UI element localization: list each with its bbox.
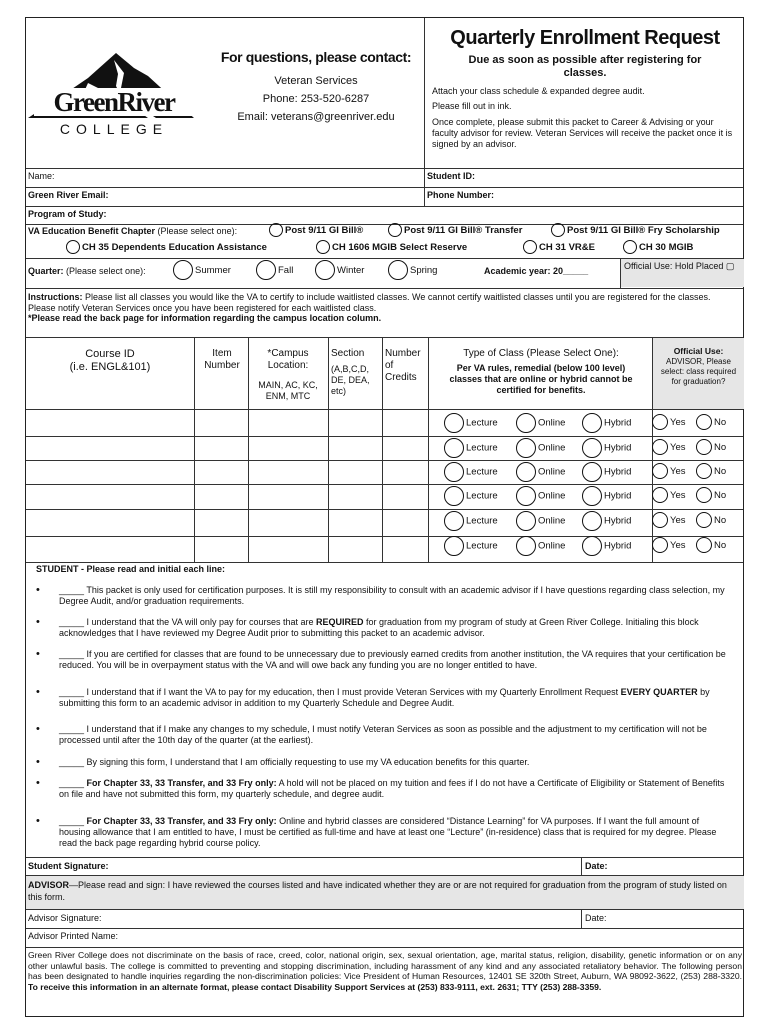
radio-icon xyxy=(696,537,712,553)
radio-icon xyxy=(516,413,536,433)
required-no-option[interactable]: No xyxy=(696,486,726,506)
contact-block xyxy=(206,48,426,126)
type-lecture-option[interactable]: Lecture xyxy=(444,536,498,557)
credits-cell[interactable] xyxy=(382,437,428,459)
radio-icon xyxy=(696,512,712,528)
item-number-cell[interactable] xyxy=(194,461,248,483)
type-hybrid-option[interactable]: Hybrid xyxy=(582,536,631,557)
bullet-icon: • xyxy=(36,723,40,735)
instructions: Instructions: Please list all classes you would like the VA to certify to include waitlisted classes. We cannot certify waitlisted classes until you are registered for the classes. Please notify Veteran Services once you have been registered for each waitlisted class. *Please read the back page for information regarding the campus location column. xyxy=(28,292,740,324)
quarter-option-summer[interactable]: Summer xyxy=(173,259,231,283)
title-block xyxy=(426,26,744,150)
item-number-cell[interactable] xyxy=(194,510,248,532)
radio-icon xyxy=(256,260,276,280)
radio-icon xyxy=(316,240,330,254)
email-field[interactable] xyxy=(28,190,109,201)
radio-icon xyxy=(444,413,464,433)
campus-cell[interactable] xyxy=(248,485,328,507)
radio-icon xyxy=(516,536,536,556)
contact-heading: For questions, please contact: xyxy=(220,49,412,65)
radio-icon xyxy=(582,486,602,506)
radio-icon xyxy=(444,536,464,556)
bullet-icon: • xyxy=(36,616,40,628)
benefit-option-ch1606[interactable]: CH 1606 MGIB Select Reserve xyxy=(316,239,467,257)
credits-cell[interactable] xyxy=(382,412,428,434)
type-lecture-option[interactable]: Lecture xyxy=(444,511,498,532)
type-online-option[interactable]: Online xyxy=(516,511,565,532)
nondiscrimination-footer: Green River College does not discriminate on the basis of race, creed, color, national origin, sex, sexual orientation, age, marital status, religion, disability, genetic information or on any other unlawful basis. The college is committed to preventing and stopping discrimination, including harassment of any kind and any associated retaliatory behavior. The following person has been designated to handle inquiries regarding the non-discrimination policies: Vice President of Human Resources, 12401 SE 320th Street, Auburn, WA 98092-3622, (253) 288-3320. To receive this information in an alternate format, please contact Disability Support Services at (253) 833-9111, ext. 2631; TTY (253) 288-3359. xyxy=(28,950,742,992)
contact-phone: Phone: 253-520-6287 xyxy=(262,93,370,105)
enrollment-form xyxy=(25,17,744,1017)
program-label: Program of Study: xyxy=(28,209,107,219)
type-online-option[interactable]: Online xyxy=(516,413,565,434)
radio-icon xyxy=(444,486,464,506)
radio-icon xyxy=(696,487,712,503)
radio-icon xyxy=(315,260,335,280)
benefit-label: VA Education Benefit Chapter (Please select one): xyxy=(28,226,238,236)
course-id-cell[interactable] xyxy=(26,412,194,434)
item-number-cell[interactable] xyxy=(194,437,248,459)
mountain-logo-icon xyxy=(26,38,196,133)
required-no-option[interactable]: No xyxy=(696,413,726,433)
campus-cell[interactable] xyxy=(248,461,328,483)
radio-icon xyxy=(582,536,602,556)
benefit-option-post911[interactable]: Post 9/11 GI Bill® xyxy=(269,222,363,240)
col-course-id: Course ID (i.e. ENGL&101) xyxy=(69,348,151,373)
required-no-option[interactable]: No xyxy=(696,536,726,556)
type-lecture-option[interactable]: Lecture xyxy=(444,486,498,507)
program-field[interactable] xyxy=(28,209,107,220)
col-credits: Number of Credits xyxy=(385,348,421,383)
radio-icon xyxy=(269,223,283,237)
type-online-option[interactable]: Online xyxy=(516,536,565,557)
ack-line-8[interactable]: _____ For Chapter 33, 33 Transfer, and 33 Fry only: Online and hybrid classes are considered “Distance Learning” for VA purposes. If I want the full amount of housing allowance that I am entitled to have, I must be certified as full-time and have at least one “Lecture” (in-residence) class that is required for my degree. Please read the back page regarding hybrid course policy. xyxy=(59,816,717,848)
campus-cell[interactable] xyxy=(248,535,328,557)
item-number-cell[interactable] xyxy=(194,485,248,507)
student-date-field[interactable]: Date: xyxy=(585,861,608,871)
advisor-statement: ADVISOR—Please read and sign: I have reviewed the courses listed and have indicated whether they are or are not required for graduation from the program of study listed on this form. xyxy=(26,876,744,909)
back-page-note: *Please read the back page for information regarding the campus location column. xyxy=(28,313,382,323)
advisor-signature-field[interactable]: Advisor Signature: xyxy=(28,913,102,923)
credits-cell[interactable] xyxy=(382,535,428,557)
campus-cell[interactable] xyxy=(248,437,328,459)
ack-line-5[interactable]: _____ I understand that if I make any changes to my schedule, I must notify Veteran Services as soon as possible and the adjustment to my certification will not be processed until after the 10th day of the quarter (at the earliest). xyxy=(59,724,707,745)
benefit-option-ch35[interactable]: CH 35 Dependents Education Assistance xyxy=(66,239,267,257)
ack-line-6[interactable]: _____ By signing this form, I understand that I am officially requesting to use my VA education benefits for this quarter. xyxy=(59,757,530,767)
radio-icon xyxy=(516,511,536,531)
item-number-cell[interactable] xyxy=(194,535,248,557)
radio-icon xyxy=(696,463,712,479)
bullet-icon: • xyxy=(36,584,40,596)
type-hybrid-option[interactable]: Hybrid xyxy=(582,462,631,483)
section-cell[interactable] xyxy=(328,412,382,434)
type-online-option[interactable]: Online xyxy=(516,462,565,483)
college-logo xyxy=(26,18,196,168)
credits-cell[interactable] xyxy=(382,510,428,532)
quarter-option-fall[interactable]: Fall xyxy=(256,259,293,283)
ack-line-7[interactable]: _____ For Chapter 33, 33 Transfer, and 33 Fry only: A hold will not be placed on my tuition and fees if I do not have a Certificate of Eligibility or Statement of Benefits on file and have not submitted this form, my quarterly schedule, and degree audit. xyxy=(59,778,725,799)
radio-icon xyxy=(582,438,602,458)
radio-icon xyxy=(444,438,464,458)
required-yes-option[interactable]: Yes xyxy=(652,438,686,458)
radio-icon xyxy=(582,511,602,531)
radio-icon xyxy=(388,223,402,237)
type-lecture-option[interactable]: Lecture xyxy=(444,438,498,459)
contact-email: Email: veterans@greenriver.edu xyxy=(237,111,395,123)
campus-cell[interactable] xyxy=(248,412,328,434)
required-yes-option[interactable]: Yes xyxy=(652,536,686,556)
ack-line-1[interactable]: _____ This packet is only used for certification purposes. It is still my responsibility to consult with an academic advisor if I have questions regarding class selection, my Degree Audit, and/or graduation requirements. xyxy=(59,585,725,606)
name-label: Name: xyxy=(28,171,55,181)
radio-icon xyxy=(173,260,193,280)
ack-line-3[interactable]: _____ If you are certified for classes that are found to be unnecessary due to previously earned credits from another institution, the VA requires that your certification be reduced. You will be in overpayment status with the VA and will owe back any funding you are no longer entitled to have. xyxy=(59,649,726,670)
type-hybrid-option[interactable]: Hybrid xyxy=(582,438,631,459)
type-online-option[interactable]: Online xyxy=(516,438,565,459)
page-title: Quarterly Enrollment Request xyxy=(450,27,720,49)
item-number-cell[interactable] xyxy=(194,412,248,434)
quarter-option-winter[interactable]: Winter xyxy=(315,259,364,283)
benefit-option-post911-transfer[interactable]: Post 9/11 GI Bill® Transfer xyxy=(388,222,522,240)
quarter-label: Quarter: (Please select one): xyxy=(28,266,146,276)
credits-cell[interactable] xyxy=(382,461,428,483)
radio-icon xyxy=(388,260,408,280)
credits-cell[interactable] xyxy=(382,485,428,507)
radio-icon xyxy=(66,240,80,254)
bullet-icon: • xyxy=(36,777,40,789)
col-item-number: Item Number xyxy=(204,348,240,371)
benefit-option-ch31[interactable]: CH 31 VR&E xyxy=(523,239,595,257)
col-section: Section (A,B,C,D, DE, DEA, etc) xyxy=(331,348,370,396)
section-cell[interactable] xyxy=(328,510,382,532)
course-id-cell[interactable] xyxy=(26,485,194,507)
phone-label: Phone Number: xyxy=(427,190,495,200)
radio-icon xyxy=(652,414,668,430)
campus-cell[interactable] xyxy=(248,510,328,532)
radio-icon xyxy=(551,223,565,237)
radio-icon xyxy=(652,512,668,528)
col-official-use: Official Use: ADVISOR, Please select: class required for graduation? xyxy=(653,338,744,409)
course-id-cell[interactable] xyxy=(26,437,194,459)
radio-icon xyxy=(623,240,637,254)
course-id-cell[interactable] xyxy=(26,461,194,483)
radio-icon xyxy=(696,414,712,430)
student-id-field[interactable] xyxy=(427,171,475,182)
quarter-option-spring[interactable]: Spring xyxy=(388,259,437,283)
radio-icon xyxy=(652,463,668,479)
radio-icon xyxy=(652,439,668,455)
required-no-option[interactable]: No xyxy=(696,511,726,531)
radio-icon xyxy=(444,462,464,482)
required-yes-option[interactable]: Yes xyxy=(652,462,686,482)
radio-icon xyxy=(516,462,536,482)
radio-icon xyxy=(582,462,602,482)
due-note: Due as soon as possible after registering for classes. xyxy=(468,54,702,79)
radio-icon xyxy=(516,486,536,506)
benefit-option-ch30[interactable]: CH 30 MGIB xyxy=(623,239,693,257)
contact-org: Veteran Services xyxy=(274,75,358,87)
radio-icon xyxy=(523,240,537,254)
advisor-date-field[interactable]: Date: xyxy=(585,913,607,923)
section-cell[interactable] xyxy=(328,461,382,483)
radio-icon xyxy=(444,511,464,531)
bullet-icon: • xyxy=(36,648,40,660)
logo-main-text: GreenRiver xyxy=(34,88,194,116)
radio-icon xyxy=(652,537,668,553)
header-divider xyxy=(424,18,425,168)
logo-sub-text: COLLEGE xyxy=(59,121,169,137)
course-id-cell[interactable] xyxy=(26,535,194,557)
bullet-icon: • xyxy=(36,815,40,827)
submit-note: Once complete, please submit this packet to Career & Advising or your faculty advisor for review. Veteran Services will receive the packet once it is signed by an advisor. xyxy=(432,117,733,149)
required-yes-option[interactable]: Yes xyxy=(652,486,686,506)
section-cell[interactable] xyxy=(328,437,382,459)
type-hybrid-option[interactable]: Hybrid xyxy=(582,511,631,532)
bullet-icon: • xyxy=(36,686,40,698)
course-id-cell[interactable] xyxy=(26,510,194,532)
academic-year-field[interactable]: Academic year: 20_____ xyxy=(484,266,589,276)
required-yes-option[interactable]: Yes xyxy=(652,413,686,433)
required-yes-option[interactable]: Yes xyxy=(652,511,686,531)
radio-icon xyxy=(652,487,668,503)
ack-line-2[interactable]: _____ I understand that the VA will only pay for courses that are REQUIRED for graduation from my program of study at Green River College. Initialing this block acknowledges that I have reviewed my Degree Audit prior to submitting this packet to an academic advisor. xyxy=(59,617,699,638)
ack-line-4[interactable]: _____ I understand that if I want the VA to pay for my education, then I must provide Veteran Services with my Quarterly Enrollment Request EVERY QUARTER by submitting this form to an academic advisor in addition to my Quarterly Schedule and Degree Audit. xyxy=(59,687,710,708)
required-no-option[interactable]: No xyxy=(696,462,726,482)
col-type: Type of Class (Please Select One): Per VA rules, remedial (below 100 level) classes that are online or hybrid cannot be certified for benefits. xyxy=(449,348,633,395)
advisor-name-field[interactable]: Advisor Printed Name: xyxy=(28,931,119,941)
phone-field[interactable] xyxy=(427,190,494,201)
type-online-option[interactable]: Online xyxy=(516,486,565,507)
type-lecture-option[interactable]: Lecture xyxy=(444,413,498,434)
required-no-option[interactable]: No xyxy=(696,438,726,458)
type-lecture-option[interactable]: Lecture xyxy=(444,462,498,483)
radio-icon xyxy=(516,438,536,458)
bullet-icon: • xyxy=(36,756,40,768)
radio-icon xyxy=(696,439,712,455)
email-label: Green River Email: xyxy=(28,190,109,200)
type-hybrid-option[interactable]: Hybrid xyxy=(582,413,631,434)
ink-note: Please fill out in ink. xyxy=(432,101,512,111)
section-cell[interactable] xyxy=(328,485,382,507)
student-signature-field[interactable]: Student Signature: xyxy=(28,861,109,871)
col-campus: *Campus Location: MAIN, AC, KC, ENM, MTC xyxy=(258,348,318,401)
name-field[interactable] xyxy=(28,171,55,182)
section-cell[interactable] xyxy=(328,535,382,557)
student-heading: STUDENT - Please read and initial each line: xyxy=(36,564,226,574)
student-id-label: Student ID: xyxy=(427,171,475,181)
official-use-hold: Official Use: Hold Placed ▢ xyxy=(621,259,744,287)
benefit-option-fry[interactable]: Post 9/11 GI Bill® Fry Scholarship xyxy=(551,222,720,240)
type-hybrid-option[interactable]: Hybrid xyxy=(582,486,631,507)
attach-note: Attach your class schedule & expanded degree audit. xyxy=(432,86,645,96)
radio-icon xyxy=(582,413,602,433)
